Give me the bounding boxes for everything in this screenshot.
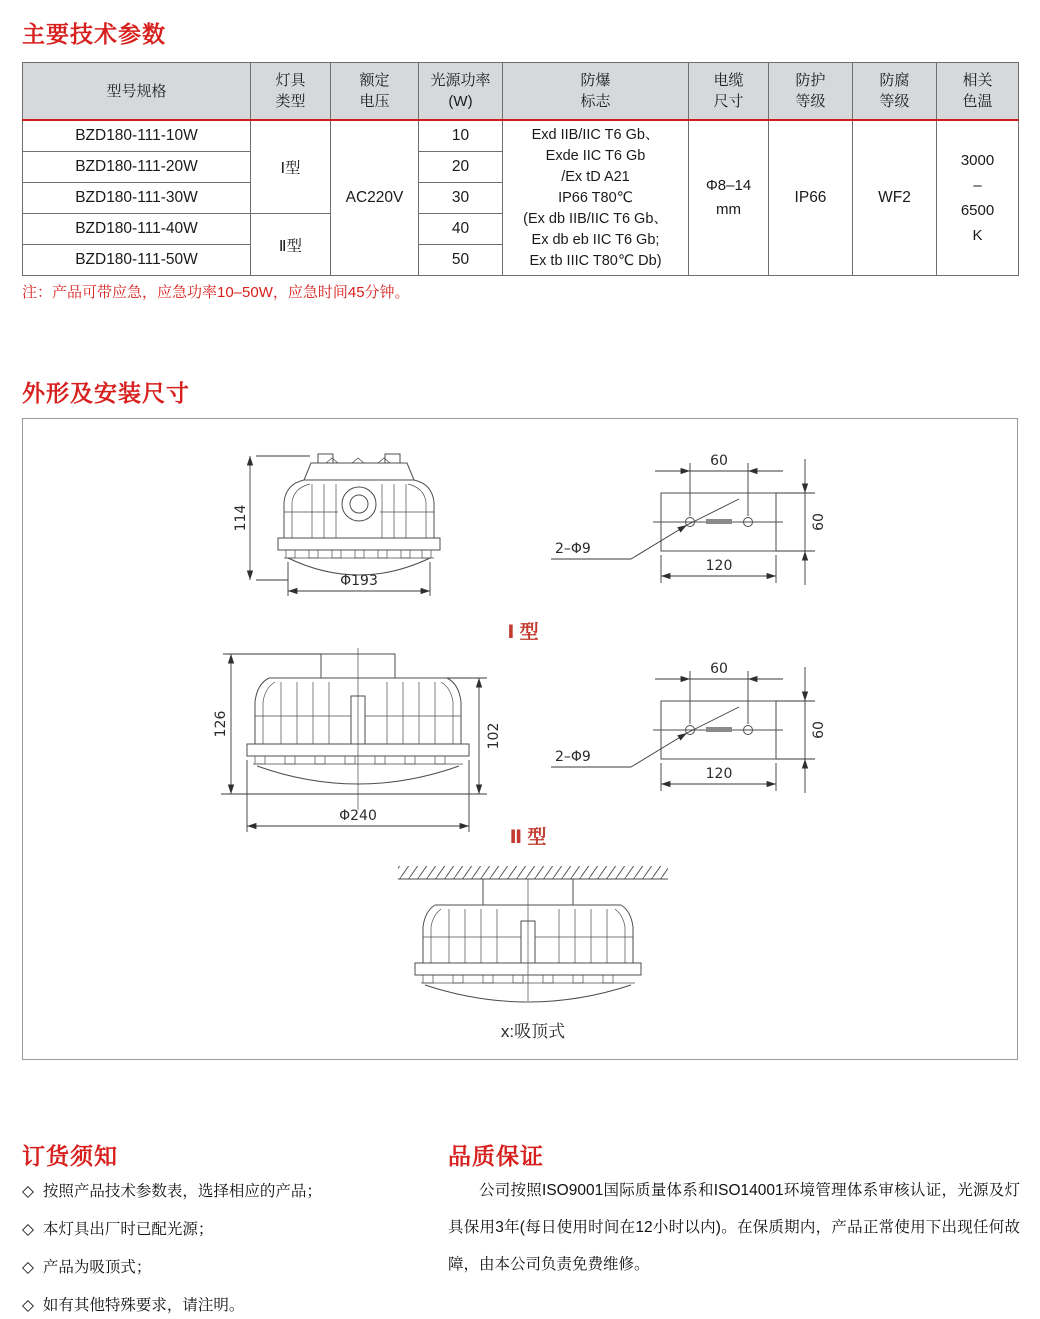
ordering-item-text: 产品为吸顶式； bbox=[42, 1259, 152, 1276]
ordering-list bbox=[22, 1180, 422, 1319]
model-cell: BZD180-111-20W bbox=[23, 152, 251, 183]
mounting-plate-drawing-type1 bbox=[543, 441, 843, 601]
lamp-drawing-type2 bbox=[203, 644, 503, 839]
type2-drawing-label: Ⅱ 型 bbox=[509, 827, 547, 848]
header-type: 灯具 类型 bbox=[251, 63, 331, 121]
voltage-cell: AC220V bbox=[331, 120, 419, 276]
plate-dim-bottom-120: 120 bbox=[705, 558, 733, 574]
plate-dim-right-60: 60 bbox=[811, 513, 827, 531]
section-title-dimensions: 外形及安装尺寸 bbox=[22, 380, 190, 406]
ip-cell: IP66 bbox=[769, 120, 853, 276]
table-header-row bbox=[23, 63, 1019, 121]
plate-dim-top-60: 60 bbox=[710, 453, 728, 469]
dim-height-102: 102 bbox=[486, 722, 502, 750]
corrosion-cell: WF2 bbox=[853, 120, 937, 276]
header-ex-mark: 防爆 标志 bbox=[503, 63, 689, 121]
header-ip: 防护 等级 bbox=[769, 63, 853, 121]
ordering-item bbox=[22, 1256, 422, 1280]
model-cell: BZD180-111-10W bbox=[23, 120, 251, 152]
dim-diameter-193: Φ193 bbox=[340, 573, 378, 589]
quality-paragraph: 公司按照ISO9001国际质量体系和ISO14001环境管理体系审核认证，光源及灯具保用3年(每日使用时间在12小时以内)。在保质期内，产品正常使用下出现任何故障，由本公司负责免费维修。 bbox=[448, 1182, 1020, 1273]
diamond-bullet-icon: ◇ bbox=[22, 1297, 34, 1314]
plate-dim-top-60: 60 bbox=[710, 661, 728, 677]
section-title-quality: 品质保证 bbox=[448, 1143, 544, 1169]
plate-holes-label: 2–Φ9 bbox=[555, 749, 591, 765]
diamond-bullet-icon: ◇ bbox=[22, 1183, 34, 1200]
ordering-item-text: 本灯具出厂时已配光源； bbox=[42, 1221, 214, 1238]
model-cell: BZD180-111-50W bbox=[23, 245, 251, 276]
power-cell: 10 bbox=[419, 120, 503, 152]
power-cell: 50 bbox=[419, 245, 503, 276]
dim-diameter-240: Φ240 bbox=[339, 808, 377, 824]
type1-drawing-label: Ⅰ 型 bbox=[507, 622, 539, 643]
dim-height-126: 126 bbox=[213, 710, 229, 738]
type2-cell: Ⅱ型 bbox=[251, 214, 331, 276]
spec-table bbox=[22, 62, 1019, 276]
plate-holes-label: 2–Φ9 bbox=[555, 541, 591, 557]
lamp-drawing-type1 bbox=[228, 434, 478, 604]
ceiling-mount-label: x:吸顶式 bbox=[500, 1022, 566, 1041]
header-cable: 电缆 尺寸 bbox=[689, 63, 769, 121]
ordering-item-text: 按照产品技术参数表，选择相应的产品； bbox=[42, 1183, 322, 1200]
header-model: 型号规格 bbox=[23, 63, 251, 121]
header-power: 光源功率 (W) bbox=[419, 63, 503, 121]
model-cell: BZD180-111-40W bbox=[23, 214, 251, 245]
power-cell: 30 bbox=[419, 183, 503, 214]
dim-height-114: 114 bbox=[233, 504, 249, 532]
plate-dim-bottom-120: 120 bbox=[705, 766, 733, 782]
power-cell: 40 bbox=[419, 214, 503, 245]
header-cct: 相关 色温 bbox=[937, 63, 1019, 121]
emergency-note: 注：产品可带应急，应急功率10–50W，应急时间45分钟。 bbox=[22, 284, 410, 301]
model-cell: BZD180-111-30W bbox=[23, 183, 251, 214]
cct-cell: 3000 – 6500 K bbox=[937, 120, 1019, 276]
dimension-drawings-box bbox=[22, 418, 1018, 1060]
header-corrosion: 防腐 等级 bbox=[853, 63, 937, 121]
ordering-item bbox=[22, 1218, 422, 1242]
ex-mark-cell: Exd IIB/IIC T6 Gb、 Exde IIC T6 Gb /Ex tD A21 IP66 T80℃ (Ex db IIB/IIC T6 Gb、 Ex db eb IIC T6 Gb; Ex tb IIIC T80℃ Db) bbox=[503, 120, 689, 276]
header-voltage: 额定 电压 bbox=[331, 63, 419, 121]
section-title-ordering: 订货须知 bbox=[22, 1143, 118, 1169]
diamond-bullet-icon: ◇ bbox=[22, 1259, 34, 1276]
ordering-item bbox=[22, 1180, 422, 1204]
mounting-plate-drawing-type2 bbox=[543, 649, 843, 809]
cable-cell: Φ8–14 mm bbox=[689, 120, 769, 276]
plate-dim-right-60: 60 bbox=[811, 721, 827, 739]
ordering-item bbox=[22, 1294, 422, 1318]
table-row bbox=[23, 120, 1019, 152]
power-cell: 20 bbox=[419, 152, 503, 183]
diamond-bullet-icon: ◇ bbox=[22, 1221, 34, 1238]
section-title-parameters: 主要技术参数 bbox=[22, 21, 166, 47]
type1-cell: Ⅰ型 bbox=[251, 120, 331, 214]
ordering-item-text: 如有其他特殊要求，请注明。 bbox=[42, 1297, 245, 1314]
